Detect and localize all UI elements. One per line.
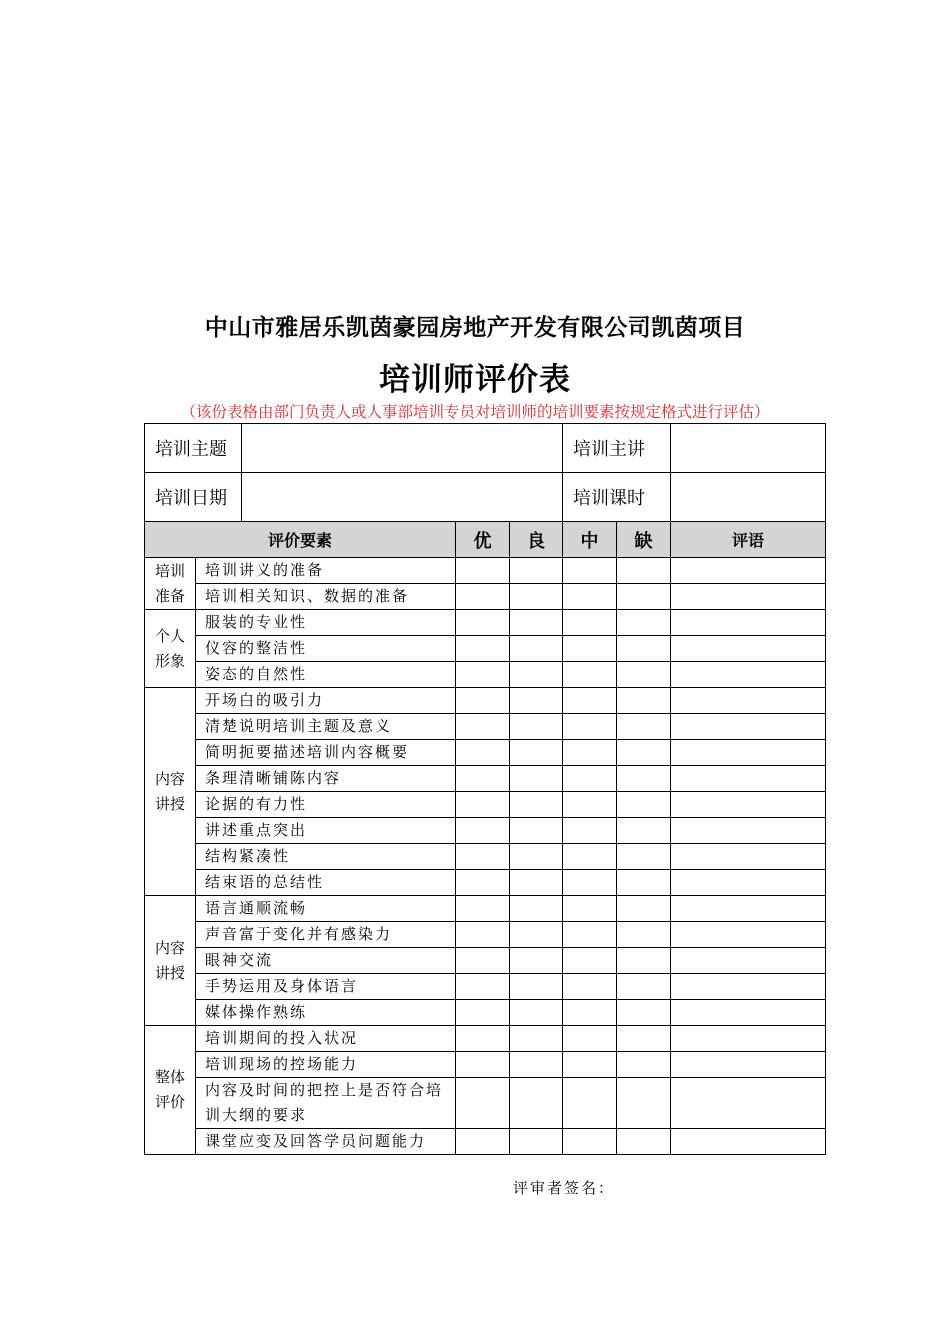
grade-cell-poor[interactable] <box>617 818 671 844</box>
category-label-line1: 个人 <box>154 626 185 645</box>
grade-cell-excellent[interactable] <box>456 844 510 870</box>
table-row <box>145 1129 826 1155</box>
grade-cell-average[interactable] <box>563 714 617 740</box>
grade-cell-average[interactable] <box>563 896 617 922</box>
grade-cell-poor[interactable] <box>617 896 671 922</box>
topic-field[interactable] <box>242 424 563 473</box>
grade-cell-excellent[interactable] <box>456 558 510 584</box>
table-row <box>145 610 826 636</box>
table-row <box>145 818 826 844</box>
table-row <box>145 766 826 792</box>
form-title: 培训师评价表 <box>379 362 571 398</box>
comment-cell[interactable] <box>671 636 826 662</box>
table-row <box>145 870 826 896</box>
grade-cell-poor[interactable] <box>617 766 671 792</box>
grade-cell-excellent[interactable] <box>456 896 510 922</box>
grade-cell-poor[interactable] <box>617 1000 671 1026</box>
grade-cell-excellent[interactable] <box>456 870 510 896</box>
grade-cell-excellent[interactable] <box>456 688 510 714</box>
grade-cell-average[interactable] <box>563 1026 617 1052</box>
table-row <box>145 688 826 714</box>
category-label-line2: 讲授 <box>154 963 185 982</box>
comment-cell[interactable] <box>671 818 826 844</box>
grade-cell-average[interactable] <box>563 818 617 844</box>
criterion-label: 媒体操作熟练 <box>196 1000 456 1026</box>
grade-cell-good[interactable] <box>510 1000 563 1026</box>
grade-cell-average[interactable] <box>563 1129 617 1155</box>
comment-cell[interactable] <box>671 870 826 896</box>
grade-cell-average[interactable] <box>563 688 617 714</box>
header-excellent: 优 <box>456 522 510 558</box>
grade-cell-poor[interactable] <box>617 636 671 662</box>
grade-cell-poor[interactable] <box>617 740 671 766</box>
criterion-label: 服装的专业性 <box>196 610 456 636</box>
comment-cell[interactable] <box>671 1129 826 1155</box>
hours-field[interactable] <box>671 473 826 522</box>
category-label-line2: 讲授 <box>154 794 185 813</box>
lecturer-label: 培训主讲 <box>563 424 671 473</box>
grade-cell-good[interactable] <box>510 974 563 1000</box>
table-row <box>145 1026 826 1052</box>
grade-cell-average[interactable] <box>563 792 617 818</box>
grade-cell-excellent[interactable] <box>456 714 510 740</box>
grade-cell-good[interactable] <box>510 714 563 740</box>
comment-cell[interactable] <box>671 1000 826 1026</box>
grade-cell-poor[interactable] <box>617 1129 671 1155</box>
criterion-label: 语言通顺流畅 <box>196 896 456 922</box>
criterion-label: 声音富于变化并有感染力 <box>196 922 456 948</box>
table-row <box>145 662 826 688</box>
grade-cell-excellent[interactable] <box>456 974 510 1000</box>
grade-cell-good[interactable] <box>510 818 563 844</box>
category-label-line2: 形象 <box>154 651 185 670</box>
criterion-label: 内容及时间的把控上是否符合培训大纲的要求 <box>196 1078 456 1129</box>
header-poor: 缺 <box>617 522 671 558</box>
category-label-line2: 准备 <box>154 586 185 605</box>
grade-cell-good[interactable] <box>510 922 563 948</box>
table-header-row <box>145 522 826 558</box>
table-row <box>145 948 826 974</box>
comment-cell[interactable] <box>671 558 826 584</box>
criterion-label: 简明扼要描述培训内容概要 <box>196 740 456 766</box>
grade-cell-poor[interactable] <box>617 688 671 714</box>
grade-cell-good[interactable] <box>510 948 563 974</box>
table-row <box>145 792 826 818</box>
grade-cell-good[interactable] <box>510 688 563 714</box>
criterion-label: 结构紧凑性 <box>196 844 456 870</box>
table-row <box>145 584 826 610</box>
grade-cell-good[interactable] <box>510 610 563 636</box>
criterion-label: 清楚说明培训主题及意义 <box>196 714 456 740</box>
grade-cell-excellent[interactable] <box>456 1129 510 1155</box>
grade-cell-poor[interactable] <box>617 610 671 636</box>
hours-label: 培训课时 <box>563 473 671 522</box>
comment-cell[interactable] <box>671 896 826 922</box>
table-row <box>145 922 826 948</box>
criterion-label: 仪容的整洁性 <box>196 636 456 662</box>
grade-cell-good[interactable] <box>510 766 563 792</box>
grade-cell-poor[interactable] <box>617 714 671 740</box>
comment-cell[interactable] <box>671 584 826 610</box>
grade-cell-poor[interactable] <box>617 844 671 870</box>
comment-cell[interactable] <box>671 1052 826 1078</box>
criterion-label: 姿态的自然性 <box>196 662 456 688</box>
header-good: 良 <box>510 522 563 558</box>
grade-cell-average[interactable] <box>563 610 617 636</box>
table-row <box>145 844 826 870</box>
category-cell <box>145 610 196 688</box>
grade-cell-average[interactable] <box>563 844 617 870</box>
grade-cell-poor[interactable] <box>617 870 671 896</box>
comment-cell[interactable] <box>671 844 826 870</box>
comment-cell[interactable] <box>671 1026 826 1052</box>
comment-cell[interactable] <box>671 688 826 714</box>
info-row-date <box>145 473 826 522</box>
grade-cell-excellent[interactable] <box>456 922 510 948</box>
criterion-label: 培训现场的控场能力 <box>196 1052 456 1078</box>
comment-cell[interactable] <box>671 974 826 1000</box>
table-row <box>145 1078 826 1129</box>
company-name: 中山市雅居乐凯茵豪园房地产开发有限公司凯茵项目 <box>204 315 746 341</box>
criterion-label: 论据的有力性 <box>196 792 456 818</box>
criterion-label: 结束语的总结性 <box>196 870 456 896</box>
criterion-label: 培训期间的投入状况 <box>196 1026 456 1052</box>
table-row <box>145 1052 826 1078</box>
grade-cell-poor[interactable] <box>617 584 671 610</box>
grade-cell-average[interactable] <box>563 870 617 896</box>
grade-cell-poor[interactable] <box>617 662 671 688</box>
category-label-line1: 培训 <box>154 561 185 580</box>
grade-cell-excellent[interactable] <box>456 740 510 766</box>
grade-cell-excellent[interactable] <box>456 1026 510 1052</box>
grade-cell-excellent[interactable] <box>456 948 510 974</box>
grade-cell-excellent[interactable] <box>456 662 510 688</box>
category-cell <box>145 1026 196 1155</box>
grade-cell-excellent[interactable] <box>456 1000 510 1026</box>
grade-cell-good[interactable] <box>510 870 563 896</box>
criterion-label: 课堂应变及回答学员问题能力 <box>196 1129 456 1155</box>
lecturer-field[interactable] <box>671 424 826 473</box>
criterion-label: 条理清晰铺陈内容 <box>196 766 456 792</box>
category-cell <box>145 896 196 1026</box>
form-instruction: （该份表格由部门负责人或人事部培训专员对培训师的培训要素按规定格式进行评估） <box>180 403 770 421</box>
grade-cell-excellent[interactable] <box>456 636 510 662</box>
table-row <box>145 714 826 740</box>
grade-cell-excellent[interactable] <box>456 610 510 636</box>
grade-cell-good[interactable] <box>510 896 563 922</box>
header-average: 中 <box>563 522 617 558</box>
criterion-label: 培训讲义的准备 <box>196 558 456 584</box>
grade-cell-poor[interactable] <box>617 1052 671 1078</box>
grade-cell-excellent[interactable] <box>456 1052 510 1078</box>
table-row <box>145 740 826 766</box>
table-row <box>145 974 826 1000</box>
grade-cell-poor[interactable] <box>617 948 671 974</box>
reviewer-signature-label: 评审者签名： <box>513 1179 616 1197</box>
grade-cell-good[interactable] <box>510 662 563 688</box>
evaluation-table <box>144 423 826 1155</box>
date-label: 培训日期 <box>145 473 242 522</box>
comment-cell[interactable] <box>671 948 826 974</box>
table-row <box>145 558 826 584</box>
category-label-line1: 内容 <box>154 938 185 957</box>
grade-cell-good[interactable] <box>510 1026 563 1052</box>
grade-cell-good[interactable] <box>510 740 563 766</box>
criterion-label: 眼神交流 <box>196 948 456 974</box>
criterion-label: 讲述重点突出 <box>196 818 456 844</box>
grade-cell-average[interactable] <box>563 584 617 610</box>
grade-cell-excellent[interactable] <box>456 584 510 610</box>
grade-cell-poor[interactable] <box>617 922 671 948</box>
comment-cell[interactable] <box>671 792 826 818</box>
table-row <box>145 1000 826 1026</box>
grade-cell-average[interactable] <box>563 740 617 766</box>
category-label-line1: 内容 <box>154 769 185 788</box>
grade-cell-poor[interactable] <box>617 1026 671 1052</box>
comment-cell[interactable] <box>671 662 826 688</box>
grade-cell-poor[interactable] <box>617 974 671 1000</box>
grade-cell-good[interactable] <box>510 844 563 870</box>
grade-cell-excellent[interactable] <box>456 1078 510 1129</box>
info-row-topic <box>145 424 826 473</box>
comment-cell[interactable] <box>671 1078 826 1129</box>
comment-cell[interactable] <box>671 610 826 636</box>
header-comment: 评语 <box>671 522 826 558</box>
grade-cell-average[interactable] <box>563 636 617 662</box>
header-factor: 评价要素 <box>145 522 456 558</box>
grade-cell-good[interactable] <box>510 558 563 584</box>
comment-cell[interactable] <box>671 766 826 792</box>
grade-cell-good[interactable] <box>510 1052 563 1078</box>
category-label-line2: 评价 <box>154 1093 185 1111</box>
grade-cell-good[interactable] <box>510 584 563 610</box>
grade-cell-good[interactable] <box>510 636 563 662</box>
grade-cell-good[interactable] <box>510 792 563 818</box>
grade-cell-poor[interactable] <box>617 792 671 818</box>
grade-cell-excellent[interactable] <box>456 766 510 792</box>
category-cell <box>145 558 196 610</box>
date-field[interactable] <box>242 473 563 522</box>
topic-label: 培训主题 <box>145 424 242 473</box>
criterion-label: 开场白的吸引力 <box>196 688 456 714</box>
table-row <box>145 636 826 662</box>
grade-cell-good[interactable] <box>510 1129 563 1155</box>
grade-cell-good[interactable] <box>510 1078 563 1129</box>
category-label-line1: 整体 <box>154 1068 185 1086</box>
grade-cell-poor[interactable] <box>617 1078 671 1129</box>
category-cell <box>145 688 196 896</box>
comment-cell[interactable] <box>671 922 826 948</box>
grade-cell-average[interactable] <box>563 1000 617 1026</box>
criterion-label: 培训相关知识、数据的准备 <box>196 584 456 610</box>
grade-cell-excellent[interactable] <box>456 792 510 818</box>
grade-cell-poor[interactable] <box>617 558 671 584</box>
grade-cell-average[interactable] <box>563 948 617 974</box>
grade-cell-average[interactable] <box>563 1052 617 1078</box>
criterion-label: 手势运用及身体语言 <box>196 974 456 1000</box>
grade-cell-average[interactable] <box>563 974 617 1000</box>
grade-cell-average[interactable] <box>563 766 617 792</box>
grade-cell-average[interactable] <box>563 662 617 688</box>
grade-cell-excellent[interactable] <box>456 818 510 844</box>
grade-cell-average[interactable] <box>563 922 617 948</box>
comment-cell[interactable] <box>671 740 826 766</box>
grade-cell-average[interactable] <box>563 1078 617 1129</box>
table-row <box>145 896 826 922</box>
grade-cell-average[interactable] <box>563 558 617 584</box>
comment-cell[interactable] <box>671 714 826 740</box>
